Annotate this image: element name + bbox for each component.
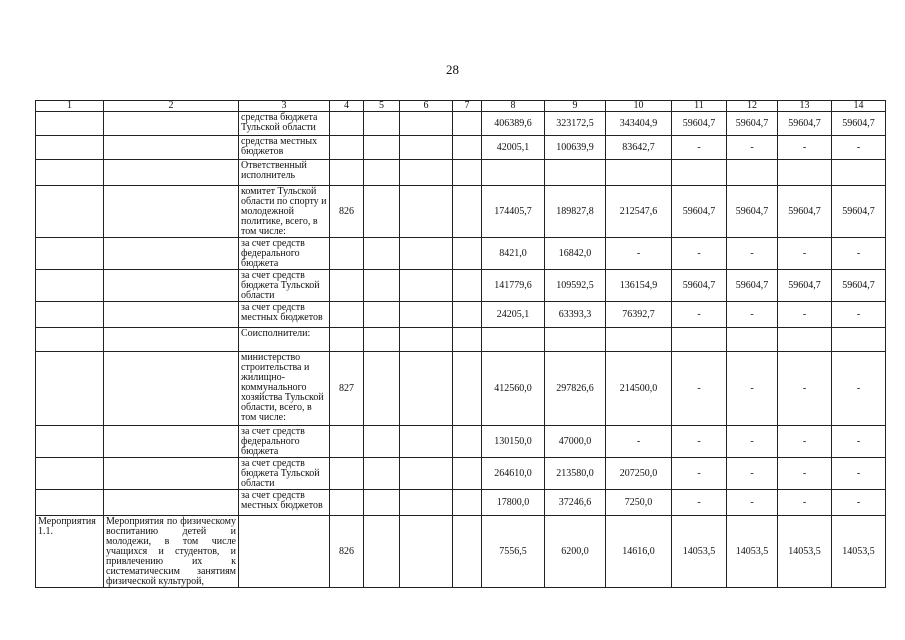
table-cell-col14: - — [832, 490, 886, 516]
table-cell-col14: - — [832, 352, 886, 426]
header-cell: 5 — [364, 101, 400, 112]
table-cell-col8: 174405,7 — [482, 186, 545, 238]
table-cell-col9: 16842,0 — [545, 238, 606, 270]
table-cell-col3: за счет средств местных бюджетов — [239, 302, 330, 328]
table-cell-col10: 214500,0 — [606, 352, 672, 426]
table-cell-col13 — [778, 328, 832, 352]
table-cell-col4 — [330, 458, 364, 490]
table-cell-col8: 130150,0 — [482, 426, 545, 458]
table-cell-col13: - — [778, 490, 832, 516]
table-cell-col10: 14616,0 — [606, 516, 672, 588]
table-cell-col2 — [104, 328, 239, 352]
table-cell-col8: 141779,6 — [482, 270, 545, 302]
table-cell-col2 — [104, 302, 239, 328]
table-cell-col12: - — [727, 238, 778, 270]
table-cell-col10: 212547,6 — [606, 186, 672, 238]
table-cell-col2 — [104, 490, 239, 516]
table-row — [36, 328, 886, 352]
table-cell-col7 — [453, 516, 482, 588]
table-cell-col10: 136154,9 — [606, 270, 672, 302]
table-cell-col9: 323172,5 — [545, 112, 606, 136]
table-cell-col13: 59604,7 — [778, 112, 832, 136]
table-cell-col11: 14053,5 — [672, 516, 727, 588]
table-cell-col4: 826 — [330, 516, 364, 588]
table-cell-col8: 42005,1 — [482, 136, 545, 160]
table-cell-col3: за счет средств федерального бюджета — [239, 426, 330, 458]
table-cell-col6 — [400, 270, 453, 302]
table-cell-col13: 59604,7 — [778, 186, 832, 238]
table-cell-col5 — [364, 458, 400, 490]
table-cell-col14: 59604,7 — [832, 270, 886, 302]
table-cell-col13: 59604,7 — [778, 270, 832, 302]
table-cell-col5 — [364, 302, 400, 328]
table-cell-col2 — [104, 458, 239, 490]
table-cell-col11: - — [672, 426, 727, 458]
table-cell-col6 — [400, 328, 453, 352]
table-cell-col2 — [104, 426, 239, 458]
table-row — [36, 112, 886, 136]
table-cell-col2 — [104, 136, 239, 160]
table-cell-col10: - — [606, 426, 672, 458]
table-cell-col3 — [239, 516, 330, 588]
table-cell-col13: - — [778, 302, 832, 328]
table-cell-col5 — [364, 490, 400, 516]
table-cell-col11 — [672, 160, 727, 186]
table-cell-col3: министерство строительства и жилищно-коммунального хозяйства Тульской области, всего, в том числе: — [239, 352, 330, 426]
table-cell-col9: 213580,0 — [545, 458, 606, 490]
table-cell-col13 — [778, 160, 832, 186]
table-row — [36, 160, 886, 186]
page-number: 28 — [446, 62, 459, 77]
table-cell-col3: Соисполнители: — [239, 328, 330, 352]
table-cell-col7 — [453, 458, 482, 490]
table-cell-col8: 264610,0 — [482, 458, 545, 490]
table-cell-col2: Мероприятия по физическому воспитанию детей и молодежи, в том числе учащихся и студентов, и привлечению их к систематическим занятиям физической культурой, — [104, 516, 239, 588]
table-cell-col9: 63393,3 — [545, 302, 606, 328]
table-cell-col9: 109592,5 — [545, 270, 606, 302]
table-cell-col10: 83642,7 — [606, 136, 672, 160]
table-cell-col14: - — [832, 238, 886, 270]
table-cell-col14 — [832, 160, 886, 186]
table-row — [36, 426, 886, 458]
table-cell-col3: Ответственный исполнитель — [239, 160, 330, 186]
table-cell-col3: средства местных бюджетов — [239, 136, 330, 160]
table-cell-col11: - — [672, 238, 727, 270]
table-row — [36, 238, 886, 270]
table-cell-col7 — [453, 328, 482, 352]
table-cell-col3: за счет средств бюджета Тульской области — [239, 270, 330, 302]
table-cell-col12: - — [727, 490, 778, 516]
table-cell-col13: - — [778, 458, 832, 490]
table-cell-col7 — [453, 238, 482, 270]
header-cell: 3 — [239, 101, 330, 112]
header-cell: 8 — [482, 101, 545, 112]
table-cell-col7 — [453, 352, 482, 426]
table-cell-col12: - — [727, 136, 778, 160]
table-cell-col12 — [727, 160, 778, 186]
table-cell-col8 — [482, 328, 545, 352]
table-cell-col3: за счет средств местных бюджетов — [239, 490, 330, 516]
header-row — [36, 101, 886, 112]
table-cell-col9 — [545, 328, 606, 352]
table-cell-col4 — [330, 112, 364, 136]
table-cell-col7 — [453, 160, 482, 186]
table-cell-col12 — [727, 328, 778, 352]
table-cell-col14: - — [832, 302, 886, 328]
table-cell-col7 — [453, 136, 482, 160]
table-cell-col3: средства бюджета Тульской области — [239, 112, 330, 136]
table-cell-col12: - — [727, 352, 778, 426]
table-cell-col5 — [364, 136, 400, 160]
table-cell-col8: 8421,0 — [482, 238, 545, 270]
table-cell-col11: - — [672, 458, 727, 490]
table-cell-col6 — [400, 238, 453, 270]
table-cell-col10: 207250,0 — [606, 458, 672, 490]
table-cell-col1: Мероприятия 1.1. — [36, 516, 104, 588]
table-cell-col14: - — [832, 426, 886, 458]
table-cell-col5 — [364, 238, 400, 270]
table-cell-col1 — [36, 352, 104, 426]
table-cell-col14: - — [832, 136, 886, 160]
table-cell-col4: 827 — [330, 352, 364, 426]
table-cell-col11: 59604,7 — [672, 112, 727, 136]
table-cell-col11: - — [672, 136, 727, 160]
table-cell-col5 — [364, 516, 400, 588]
header-cell: 1 — [36, 101, 104, 112]
table-cell-col12: - — [727, 302, 778, 328]
table-cell-col4 — [330, 490, 364, 516]
table-cell-col5 — [364, 352, 400, 426]
table-cell-col11: - — [672, 302, 727, 328]
table-cell-col8: 17800,0 — [482, 490, 545, 516]
table-cell-col11: - — [672, 490, 727, 516]
header-cell: 12 — [727, 101, 778, 112]
table-cell-col6 — [400, 186, 453, 238]
table-cell-col5 — [364, 160, 400, 186]
header-cell: 4 — [330, 101, 364, 112]
table-cell-col1 — [36, 426, 104, 458]
table-cell-col8: 7556,5 — [482, 516, 545, 588]
table-cell-col7 — [453, 186, 482, 238]
table-row — [36, 186, 886, 238]
table-cell-col2 — [104, 270, 239, 302]
table-cell-col6 — [400, 112, 453, 136]
table-row — [36, 270, 886, 302]
table-cell-col9: 6200,0 — [545, 516, 606, 588]
table-row — [36, 352, 886, 426]
table-cell-col4 — [330, 302, 364, 328]
table-cell-col13: 14053,5 — [778, 516, 832, 588]
table-cell-col1 — [36, 136, 104, 160]
table-cell-col5 — [364, 328, 400, 352]
table-cell-col1 — [36, 270, 104, 302]
table-cell-col3: за счет средств бюджета Тульской области — [239, 458, 330, 490]
table-cell-col9: 100639,9 — [545, 136, 606, 160]
table-cell-col8: 24205,1 — [482, 302, 545, 328]
table-cell-col1 — [36, 490, 104, 516]
table-cell-col2 — [104, 238, 239, 270]
table-cell-col4 — [330, 328, 364, 352]
table-cell-col2 — [104, 112, 239, 136]
table-cell-col4: 826 — [330, 186, 364, 238]
table-cell-col8 — [482, 160, 545, 186]
table-row — [36, 136, 886, 160]
table-cell-col13: - — [778, 136, 832, 160]
table-cell-col12: 59604,7 — [727, 112, 778, 136]
table-cell-col6 — [400, 136, 453, 160]
table-cell-col7 — [453, 426, 482, 458]
table-cell-col6 — [400, 160, 453, 186]
table-cell-col1 — [36, 160, 104, 186]
table-cell-col14: 14053,5 — [832, 516, 886, 588]
table-cell-col12: - — [727, 426, 778, 458]
table-cell-col14 — [832, 328, 886, 352]
table-cell-col1 — [36, 186, 104, 238]
header-cell: 10 — [606, 101, 672, 112]
table-cell-col1 — [36, 458, 104, 490]
table-cell-col9: 297826,6 — [545, 352, 606, 426]
header-cell: 13 — [778, 101, 832, 112]
table-row — [36, 458, 886, 490]
budget-table — [35, 100, 886, 588]
table-cell-col10: 7250,0 — [606, 490, 672, 516]
table-cell-col5 — [364, 112, 400, 136]
table-row — [36, 302, 886, 328]
table-cell-col12: 59604,7 — [727, 270, 778, 302]
table-cell-col9: 47000,0 — [545, 426, 606, 458]
table-cell-col4 — [330, 270, 364, 302]
header-cell: 2 — [104, 101, 239, 112]
table-cell-col6 — [400, 458, 453, 490]
table-cell-col10: 76392,7 — [606, 302, 672, 328]
table-cell-col7 — [453, 270, 482, 302]
table-cell-col14: 59604,7 — [832, 112, 886, 136]
table-cell-col5 — [364, 186, 400, 238]
table-cell-col2 — [104, 186, 239, 238]
header-cell: 11 — [672, 101, 727, 112]
header-cell: 6 — [400, 101, 453, 112]
table-cell-col3: комитет Тульской области по спорту и молодежной политике, всего, в том числе: — [239, 186, 330, 238]
header-cell: 9 — [545, 101, 606, 112]
table-cell-col4 — [330, 426, 364, 458]
table-cell-col6 — [400, 352, 453, 426]
table-cell-col10: - — [606, 238, 672, 270]
table-cell-col9: 37246,6 — [545, 490, 606, 516]
table-cell-col4 — [330, 136, 364, 160]
table-cell-col4 — [330, 238, 364, 270]
table-cell-col1 — [36, 328, 104, 352]
table-cell-col9 — [545, 160, 606, 186]
table-cell-col5 — [364, 426, 400, 458]
table-cell-col6 — [400, 516, 453, 588]
table-cell-col7 — [453, 302, 482, 328]
table-cell-col2 — [104, 160, 239, 186]
table-row — [36, 516, 886, 588]
table-cell-col8: 412560,0 — [482, 352, 545, 426]
table-cell-col10 — [606, 328, 672, 352]
table-cell-col9: 189827,8 — [545, 186, 606, 238]
table-cell-col14: - — [832, 458, 886, 490]
table-cell-col10 — [606, 160, 672, 186]
table-cell-col11: 59604,7 — [672, 186, 727, 238]
table-cell-col11: 59604,7 — [672, 270, 727, 302]
table-cell-col6 — [400, 302, 453, 328]
table-cell-col11 — [672, 328, 727, 352]
table-cell-col7 — [453, 112, 482, 136]
table-cell-col7 — [453, 490, 482, 516]
table-cell-col13: - — [778, 238, 832, 270]
table-cell-col14: 59604,7 — [832, 186, 886, 238]
table-cell-col13: - — [778, 352, 832, 426]
table-cell-col6 — [400, 490, 453, 516]
table-cell-col13: - — [778, 426, 832, 458]
table-cell-col12: 59604,7 — [727, 186, 778, 238]
table-cell-col1 — [36, 302, 104, 328]
table-cell-col3: за счет средств федерального бюджета — [239, 238, 330, 270]
table-cell-col2 — [104, 352, 239, 426]
header-cell: 7 — [453, 101, 482, 112]
table-cell-col11: - — [672, 352, 727, 426]
table-cell-col8: 406389,6 — [482, 112, 545, 136]
table-cell-col10: 343404,9 — [606, 112, 672, 136]
table-cell-col1 — [36, 112, 104, 136]
table-cell-col5 — [364, 270, 400, 302]
table-cell-col12: 14053,5 — [727, 516, 778, 588]
table-cell-col1 — [36, 238, 104, 270]
table-cell-col4 — [330, 160, 364, 186]
table-row — [36, 490, 886, 516]
table-cell-col12: - — [727, 458, 778, 490]
header-cell: 14 — [832, 101, 886, 112]
table-cell-col6 — [400, 426, 453, 458]
